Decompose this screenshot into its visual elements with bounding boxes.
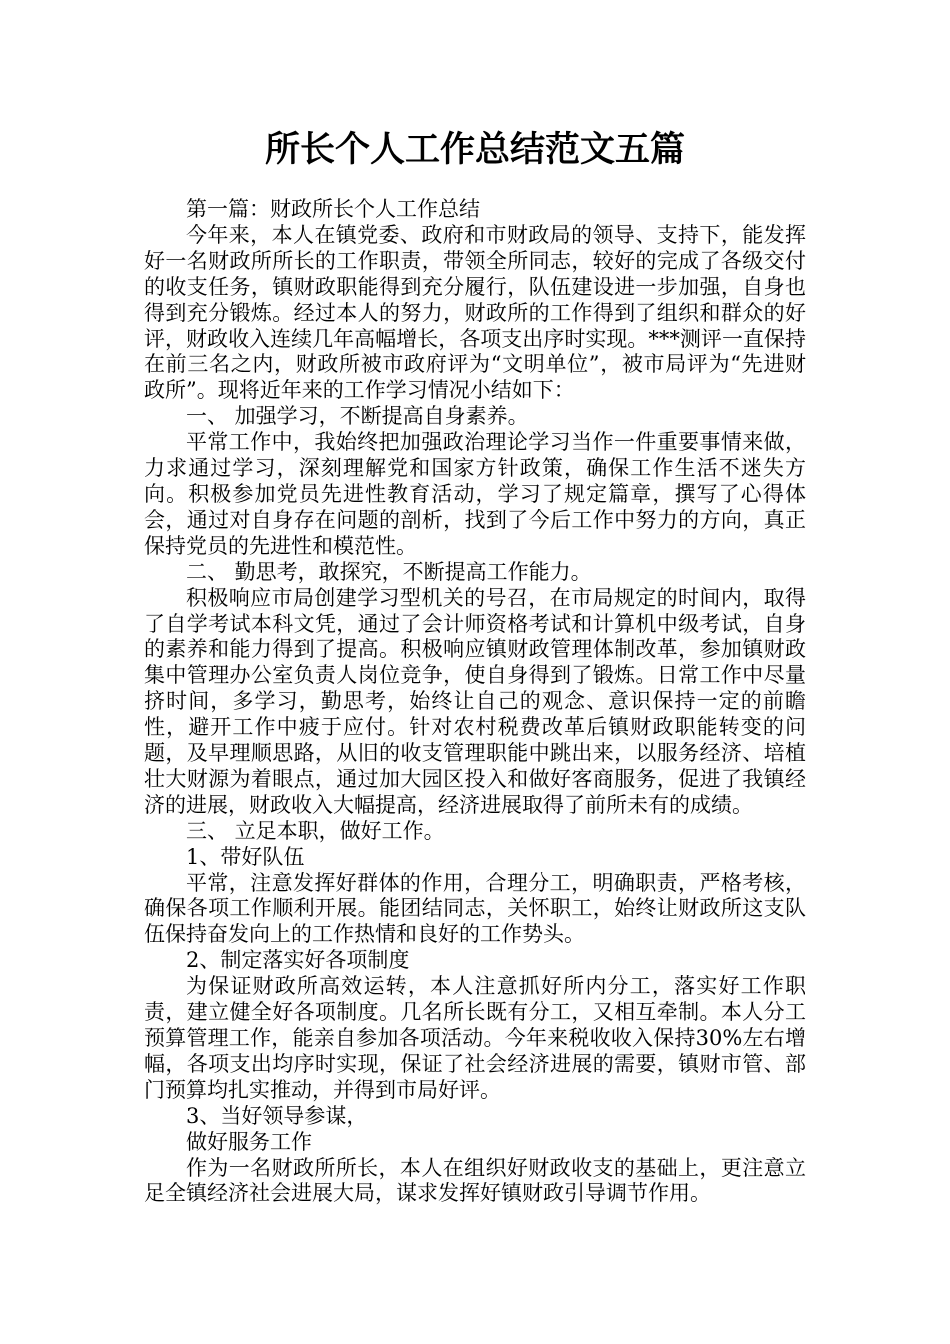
section-heading: 第一篇：财政所长个人工作总结 — [186, 197, 480, 221]
document-title: 所长个人工作总结范文五篇 — [264, 130, 685, 170]
subsection-heading: 1、带好队伍 — [186, 844, 305, 869]
subsection-heading: 2、制定落实好各项制度 — [186, 948, 410, 973]
body-paragraph: 今年来，本人在镇党委、政府和市财政局的领导、支持下，能发挥好一名财政所所长的工作职责，带领全所同志，较好的完成了各级交付的收支任务，镇财政职能得到充分履行，队伍建设进一步加强，自身也得到充分锻炼。经过本人的努力，财政所的工作得到了组织和群众的好评，财政收入连续几年高幅增长，各项支出序时实现。***测评一直保持在前三名之内，财政所被市政府评为“文明单位”，被市局评为“先进财政所”。现将近年来的工作学习情况小结如下： — [144, 222, 806, 403]
section-heading: 二、 勤思考，敢探究，不断提高工作能力。 — [186, 559, 592, 584]
subsection-heading: 3、当好领导参谋， — [186, 1103, 368, 1128]
section-heading: 三、 立足本职，做好工作。 — [186, 818, 445, 843]
body-paragraph: 平常，注意发挥好群体的作用，合理分工，明确职责，严格考核，确保各项工作顺利开展。能团结同志，关怀职工，始终让财政所这支队伍保持奋发向上的工作热情和良好的工作势头。 — [144, 870, 806, 947]
body-paragraph: 为保证财政所高效运转，本人注意抓好所内分工，落实好工作职责，建立健全好各项制度。几名所长既有分工，又相互牵制。本人分工预算管理工作，能亲自参加各项活动。今年来税收收入保持30%左右增幅，各项支出均序时实现，保证了社会经济进展的需要，镇财市管、部门预算均扎实推动，并得到市局好评。 — [144, 974, 806, 1102]
body-paragraph: 作为一名财政所所长，本人在组织好财政收支的基础上，更注意立足全镇经济社会进展大局，谋求发挥好镇财政引导调节作用。 — [144, 1155, 806, 1206]
body-paragraph: 平常工作中，我始终把加强政治理论学习当作一件重要事情来做，力求通过学习，深刻理解党和国家方针政策，确保工作生活不迷失方向。积极参加党员先进性教育活动，学习了规定篇章，撰写了心得体会，通过对自身存在问题的剖析，找到了今后工作中努力的方向，真正保持党员的先进性和模范性。 — [144, 430, 806, 558]
document-body — [144, 197, 806, 1207]
body-paragraph: 积极响应市局创建学习型机关的号召，在市局规定的时间内，取得了自学考试本科文凭，通过了会计师资格考试和计算机中级考试，自身的素养和能力得到了提高。积极响应镇财政管理体制改革，参加镇财政集中管理办公室负责人岗位竞争，使自身得到了锻炼。日常工作中尽量挤时间，多学习，勤思考，始终让自己的观念、意识保持一定的前瞻性，避开工作中疲于应付。针对农村税费改革后镇财政职能转变的问题，及早理顺思路，从旧的收支管理职能中跳出来，以服务经济、培植壮大财源为着眼点，通过加大园区投入和做好客商服务，促进了我镇经济的进展，财政收入大幅提高，经济进展取得了前所未有的成绩。 — [144, 585, 806, 817]
section-heading: 一、 加强学习，不断提高自身素养。 — [186, 404, 529, 429]
subsection-heading: 做好服务工作 — [186, 1129, 312, 1154]
